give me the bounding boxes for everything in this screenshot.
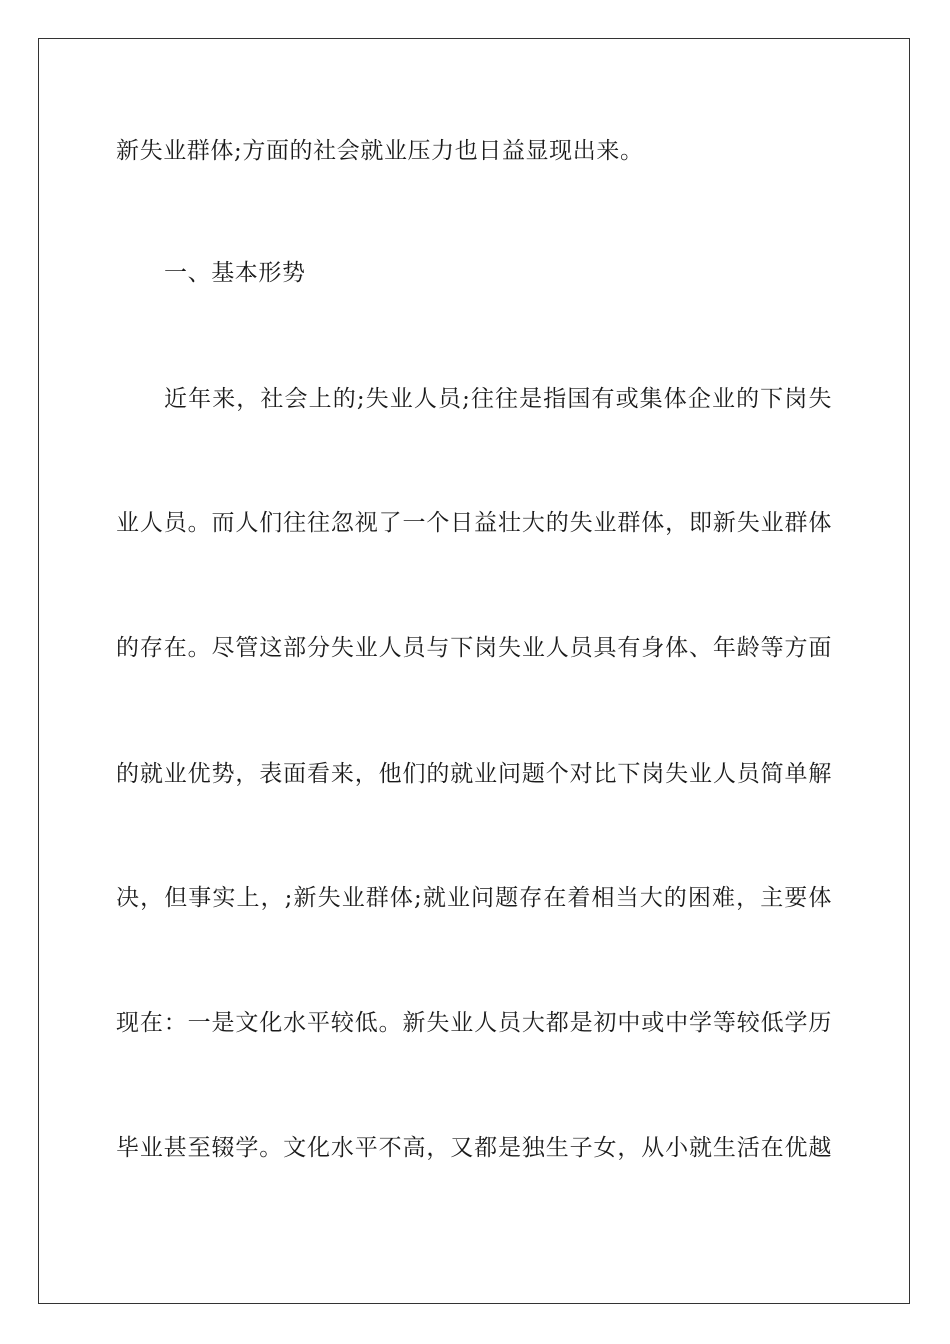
paragraph-line-6: 决，但事实上，;新失业群体;就业问题存在着相当大的困难，主要体 bbox=[116, 885, 832, 911]
paragraph-line-3: 业人员。而人们往往忽视了一个日益壮大的失业群体，即新失业群体 bbox=[116, 510, 832, 536]
paragraph-line-4: 的存在。尽管这部分失业人员与下岗失业人员具有身体、年龄等方面 bbox=[116, 635, 832, 661]
paragraph-line-1: 新失业群体;方面的社会就业压力也日益显现出来。 bbox=[116, 138, 644, 164]
paragraph-line-8: 毕业甚至辍学。文化水平不高，又都是独生子女，从小就生活在优越 bbox=[116, 1135, 832, 1161]
paragraph-line-5: 的就业优势，表面看来，他们的就业问题个对比下岗失业人员简单解 bbox=[116, 761, 832, 787]
section-heading: 一、基本形势 bbox=[164, 260, 306, 286]
paragraph-line-7: 现在：一是文化水平较低。新失业人员大都是初中或中学等较低学历 bbox=[116, 1010, 832, 1036]
paragraph-line-2: 近年来，社会上的;失业人员;往往是指国有或集体企业的下岗失 bbox=[164, 386, 832, 412]
page-border bbox=[38, 38, 910, 1304]
